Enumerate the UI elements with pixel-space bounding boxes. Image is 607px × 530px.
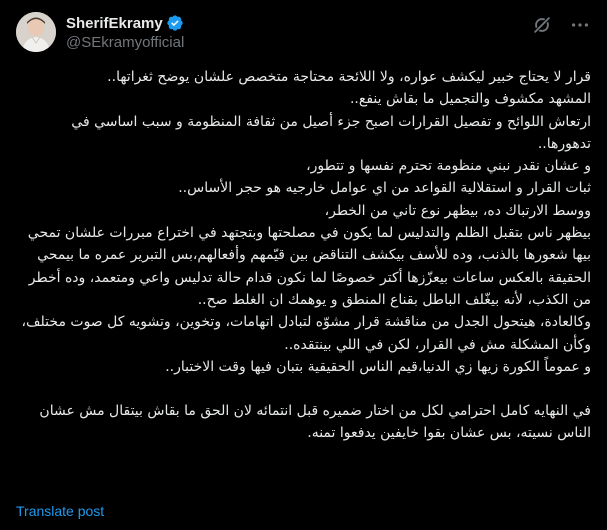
more-dots-icon[interactable] — [569, 14, 591, 36]
display-name-row — [66, 13, 184, 33]
tweet-paragraph: ثبات القرار و استقلالية القواعد من اي عوامل خارجيه هو حجر الأساس.. — [178, 180, 591, 197]
user-handle[interactable]: @SEkramyofficial — [66, 34, 185, 51]
tweet-paragraph: المشهد مكشوف والتجميل ما بقاش ينفع.. — [349, 91, 591, 108]
tweet-text — [16, 66, 591, 445]
avatar[interactable] — [16, 12, 56, 52]
translate-post-link[interactable]: Translate post — [16, 503, 105, 519]
tweet-paragraph: بيظهر ناس بتقبل الظلم والتدليس لما يكون في مصلحتها وبتجتهد في اختراع مبررات علشان تمحي بيها شعورها بالذنب، وده للأسف بيكشف التناقض بين قيّمهم وأفعالهم،بس التبرير عمره ما بيمحي الحقيقة بالعكس ساعات بيعزّزها أكتر خصوصًا لما نكون قدام حالة تدليس واعي ومتعمد، وده أخطر من الكذب، لأنه بيغّلف الباطل بقناع المنطق و يوهمك ان الغلط صح.. — [23, 225, 591, 308]
tweet-paragraph: قرار لا يحتاج خبير ليكشف عواره، ولا اللائحة محتاجة متخصص علشان يوضح ثغراتها.. — [107, 69, 591, 85]
verified-badge-icon — [166, 14, 184, 32]
profile-photo — [16, 12, 56, 52]
tweet-paragraph: و عموماً الكورة زيها زي الدنيا،قيم الناس الحقيقية بتبان فيها وقت الاختبار.. — [165, 358, 591, 375]
tweet-paragraph: و عشان نقدر نبني منظومة تحترم نفسها و تتطور، — [306, 158, 591, 175]
display-name[interactable]: SherifEkramy — [66, 14, 163, 32]
tweet-paragraph: ارتعاش اللوائح و تفصيل القرارات اصبح جزء أصيل من ثقافة المنظومة و سبب اساسي في تدهورها.. — [66, 113, 591, 152]
tweet-paragraph: في النهايه كامل احترامي لكل من اختار ضميره قبل انتمائه لان الحق ما بقاش بيتقال مش عشان الناس نسيته، بس عشان بقوا خايفين يدفعوا تمنه. — [34, 403, 591, 442]
tweet-paragraph: ووسط الارتباك ده، بيظهر نوع تاني من الخطر، — [324, 202, 591, 219]
grok-icon[interactable] — [531, 14, 553, 36]
tweet-header — [16, 10, 591, 58]
paragraph-gap — [16, 378, 591, 400]
tweet-paragraph: وكالعادة، هيتحول الجدل من مناقشة قرار مشوّه لتبادل اتهامات، وتخوين، وتشويه كل صوت مختلف، وكأن المشكلة مش في القرار، لكن في اللي بينتقده.. — [17, 314, 591, 353]
author-info — [66, 13, 184, 51]
